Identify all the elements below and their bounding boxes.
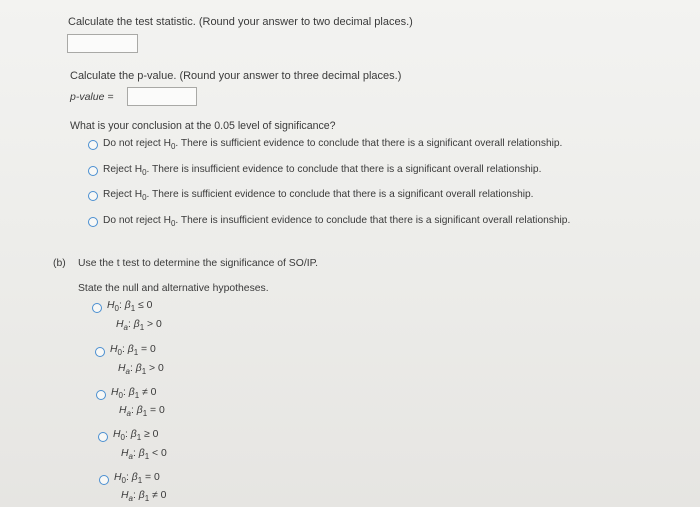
conclusion-option-4-label: Do not reject $H_0$. There is insufficient evidence to conclude that there is a significant overall relationship. <box>103 215 571 228</box>
p-value-label: p-value = <box>70 91 114 103</box>
hypothesis-option-1-ha: $H_a$: $\beta_1 > 0$ <box>116 319 162 332</box>
conclusion-option-1-radio[interactable] <box>88 140 98 150</box>
part-b-prompt: Use the t test to determine the significance of SO/IP. <box>78 258 319 269</box>
part-b-label: (b) <box>53 258 66 269</box>
test-statistic-input[interactable] <box>67 34 138 53</box>
conclusion-option-2-label: Reject $H_0$. There is insufficient evidence to conclude that there is a significant overall relationship. <box>103 164 542 177</box>
hypothesis-option-4-ha: $H_a$: $\beta_1 < 0$ <box>121 448 167 461</box>
hypothesis-option-2-ha: $H_a$: $\beta_1 > 0$ <box>118 363 164 376</box>
hypothesis-option-5-h0: $H_0$: $\beta_1 = 0$ <box>114 472 160 485</box>
conclusion-option-1-label: Do not reject $H_0$. There is sufficient evidence to conclude that there is a significant overall relationship. <box>103 138 563 151</box>
p-value-input[interactable] <box>127 87 197 106</box>
hypotheses-prompt: State the null and alternative hypotheses. <box>78 283 269 294</box>
hypothesis-option-5-ha: $H_a$: $\beta_1 \ne 0$ <box>121 490 167 503</box>
test-statistic-prompt: Calculate the test statistic. (Round your answer to two decimal places.) <box>68 16 413 28</box>
conclusion-prompt: What is your conclusion at the 0.05 level of significance? <box>70 120 336 132</box>
hypothesis-option-3-h0: $H_0$: $\beta_1 \ne 0$ <box>111 387 157 400</box>
hypothesis-option-3-radio[interactable] <box>96 390 106 400</box>
hypothesis-option-2-radio[interactable] <box>95 347 105 357</box>
hypothesis-option-4-radio[interactable] <box>98 432 108 442</box>
conclusion-option-3-radio[interactable] <box>88 191 98 201</box>
hypothesis-option-4-h0: $H_0$: $\beta_1 \ge 0$ <box>113 429 159 442</box>
hypothesis-option-3-ha: $H_a$: $\beta_1 = 0$ <box>119 405 165 418</box>
hypothesis-option-2-h0: $H_0$: $\beta_1 = 0$ <box>110 344 156 357</box>
hypothesis-option-1-radio[interactable] <box>92 303 102 313</box>
hypothesis-option-1-h0: $H_0$: $\beta_1 \le 0$ <box>107 300 153 313</box>
hypothesis-option-5-radio[interactable] <box>99 475 109 485</box>
conclusion-option-3-label: Reject $H_0$. There is sufficient evidence to conclude that there is a significant overall relationship. <box>103 189 534 202</box>
conclusion-option-4-radio[interactable] <box>88 217 98 227</box>
conclusion-option-2-radio[interactable] <box>88 166 98 176</box>
p-value-prompt: Calculate the p-value. (Round your answer to three decimal places.) <box>70 70 402 82</box>
